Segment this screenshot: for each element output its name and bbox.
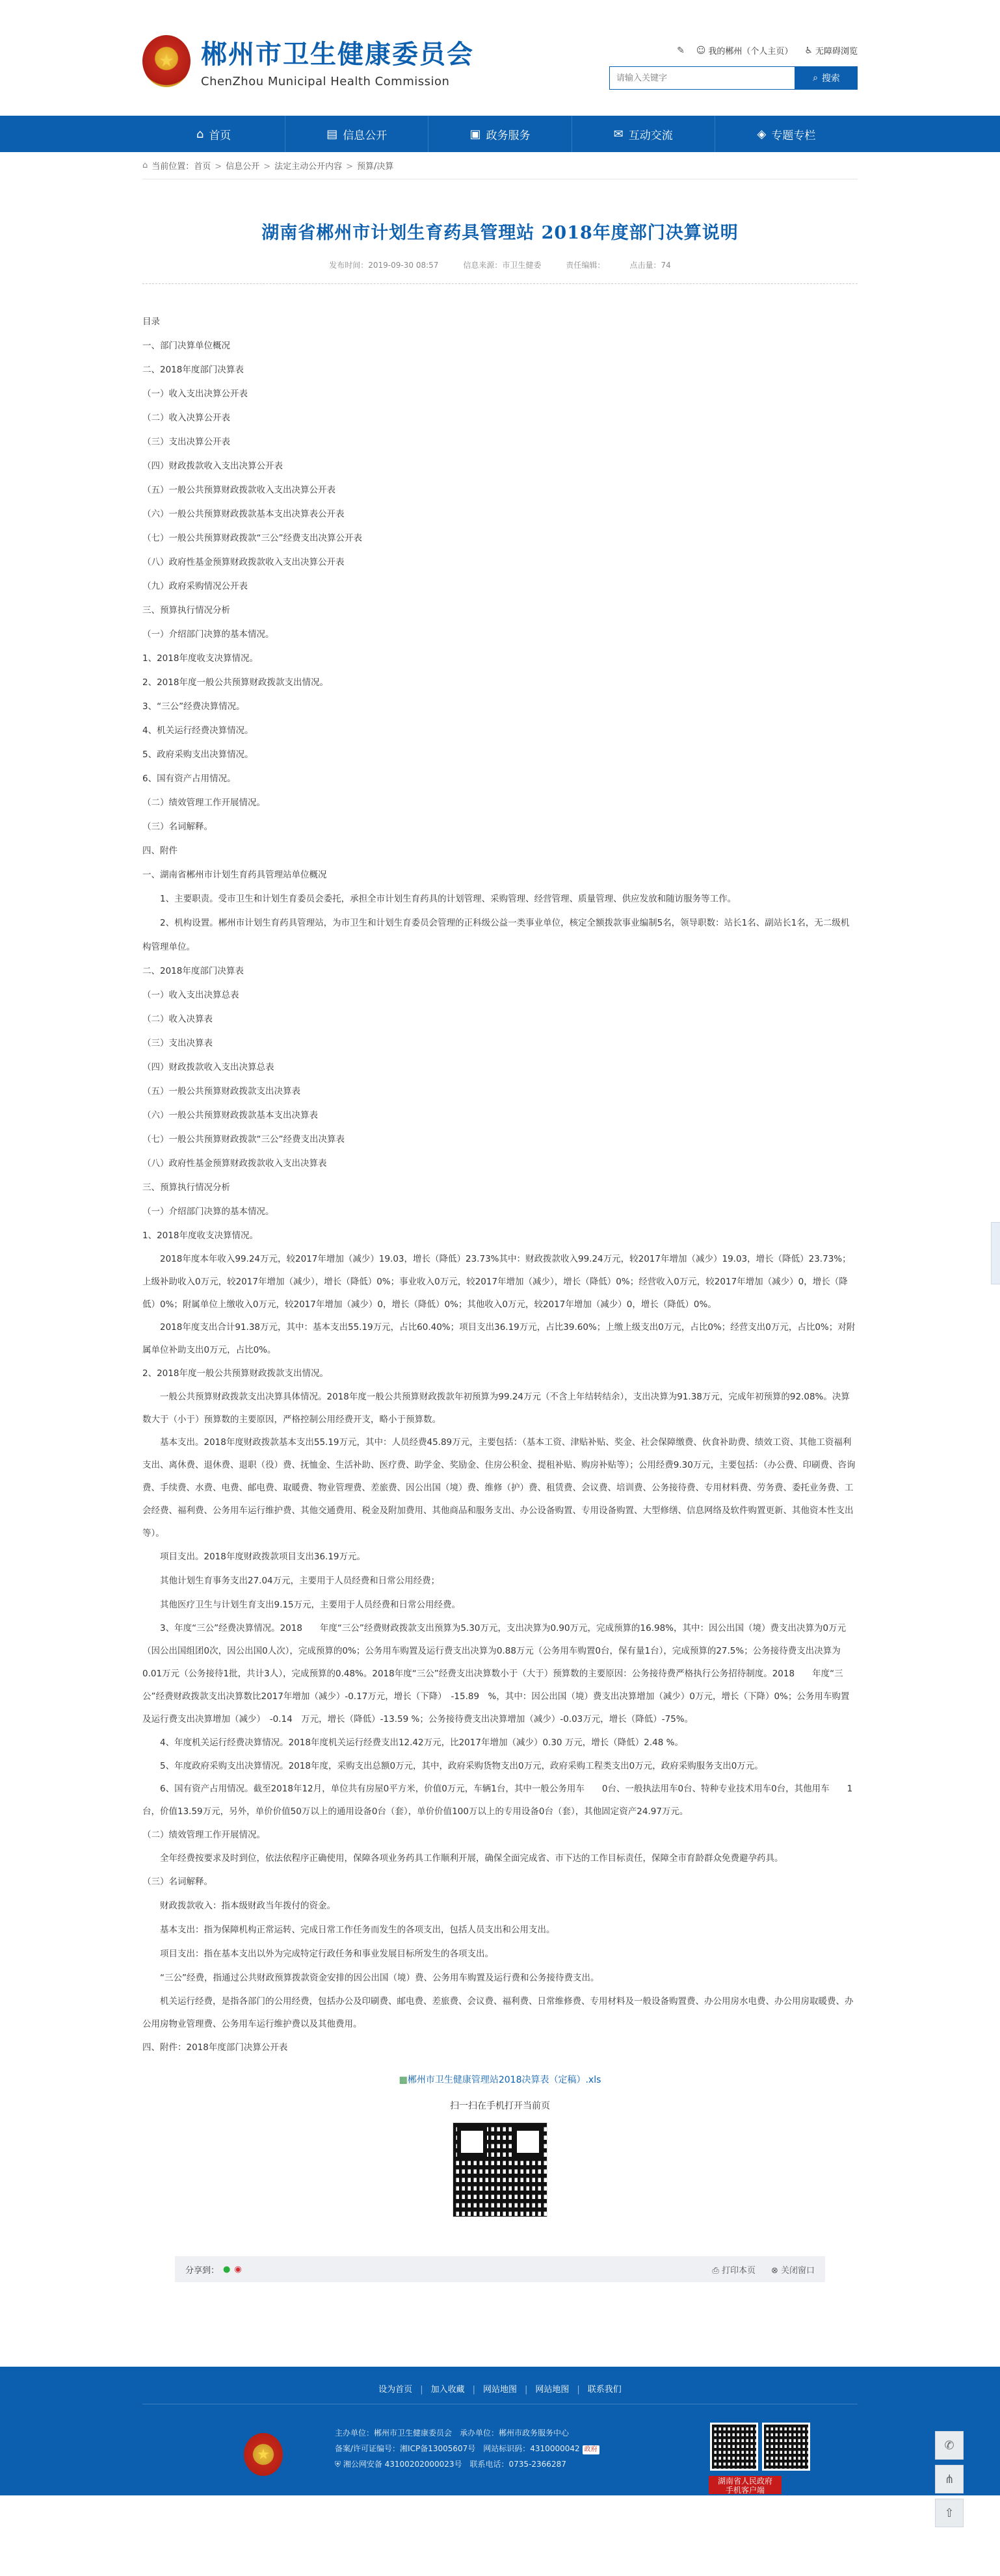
breadcrumb-separator: > <box>346 162 354 172</box>
publish-time: 发布时间：2019-09-30 08:57 <box>329 261 439 270</box>
site-name-cn: 郴州市卫生健康委员会 <box>201 40 474 70</box>
search-button[interactable]: ⌕ 搜索 <box>795 66 858 90</box>
content-paragraph: （一）介绍部门决算的基本情况。 <box>142 1206 274 1217</box>
content-paragraph: 3、“三公”经费决算情况。 <box>142 701 245 712</box>
content-paragraph: 4、年度机关运行经费决算情况。2018年度机关运行经费支出12.42万元，比2017年增加（减少）0.30 万元，增长（降低）2.48 %。 <box>160 1737 683 1748</box>
content-paragraph: 目录 <box>142 317 160 327</box>
content-paragraph: （八）政府性基金预算财政拨款收入支出决算公开表 <box>142 557 345 567</box>
content-paragraph: 2、2018年度一般公共预算财政拨款支出情况。 <box>142 1368 328 1379</box>
layers-icon: ◈ <box>757 127 767 141</box>
share-float-button[interactable] <box>935 2465 964 2493</box>
footer-link-divider: | <box>525 2385 528 2395</box>
content-paragraph: 其他医疗卫生与计划生育支出9.15万元，主要用于人员经费和日常公用经费。 <box>160 1600 461 1610</box>
content-paragraph: 其他计划生育事务支出27.04万元，主要用于人员经费和日常公用经费； <box>160 1576 440 1586</box>
article <box>142 179 858 2217</box>
content-paragraph: 基本支出：指为保障机构正常运转、完成日常工作任务而发生的各项支出，包括人员支出和公用支出。 <box>160 1925 555 1935</box>
content-paragraph: 2、2018年度一般公共预算财政拨款支出情况。 <box>142 677 328 688</box>
footer-link-divider: | <box>420 2385 423 2395</box>
article-title: 湖南省郴州市计划生育药具管理站 2018年度部门决算说明 <box>261 223 739 243</box>
content-paragraph: 机关运行经费，是指各部门的公用经费，包括办公及印刷费、邮电费、差旅费、会议费、福利费、日常维修费、专用材料及一般设备购置费、办公用房水电费、办公用房取暖费、办公用房物业管理费、公务用车运行维护费以及其他费用。 <box>142 1996 854 2029</box>
wechat-icon: ✆ <box>944 2438 954 2452</box>
footer-link[interactable]: 网站地图 <box>482 2385 517 2395</box>
nav-item-3[interactable] <box>572 116 715 152</box>
content-paragraph: （三）支出决算公开表 <box>142 437 230 447</box>
footer-link[interactable]: 设为首页 <box>378 2385 413 2395</box>
page-qr-code <box>453 2122 547 2217</box>
info-source: 信息来源：市卫生健委 <box>463 261 542 270</box>
wechat-qr-code <box>710 2423 758 2471</box>
content-paragraph: 6、国有资产占用情况。 <box>142 774 236 784</box>
content-paragraph: （九）政府采购情况公开表 <box>142 581 248 592</box>
nav-item-label: 互动交流 <box>628 129 673 142</box>
share-label: 分享到： <box>185 2265 220 2276</box>
content-paragraph: 6、国有资产占用情况。截至2018年12月，单位共有房屋0平方米，价值0万元，车辆1台，其中一般公务用车 0台、一般执法用车0台、特种专业技术用车0台，其他用车 1台，价值13.59万元，另外，单价价值50万以上的通用设备0台（套），单价价值100万以上的专用设备0台（套），其他固定资产24.97万元。 <box>142 1784 853 1817</box>
search-icon: ⌕ <box>813 73 818 83</box>
breadcrumb-separator: > <box>263 162 271 172</box>
content-paragraph: （六）一般公共预算财政拨款基本支出决算表公开表 <box>142 509 345 519</box>
attachment-link[interactable]: ▦郴州市卫生健康管理站2018决算表（定稿）.xls <box>399 2075 601 2085</box>
nav-item-1[interactable] <box>285 116 428 152</box>
content-paragraph: （二）收入决算公开表 <box>142 413 230 423</box>
site-footer <box>0 2367 1000 2495</box>
content-paragraph: 5、政府采购支出决算情况。 <box>142 749 254 760</box>
side-toolbar <box>935 2431 964 2527</box>
content-paragraph: （七）一般公共预算财政拨款“三公”经费支出决算公开表 <box>142 533 362 543</box>
breadcrumb-item[interactable]: 法定主动公开内容 <box>274 162 343 172</box>
content-paragraph: （二）收入决算表 <box>142 1014 213 1024</box>
editor: 责任编辑： <box>566 261 605 270</box>
nav-item-label: 政务服务 <box>486 129 531 142</box>
content-paragraph: 1、主要职责。受市卫生和计划生育委员会委托，承担全市计划生育药具的计划管理、采购管理、经营管理、质量管理、供应发放和随访服务等工作。 <box>160 894 737 904</box>
share-bar <box>175 2256 825 2282</box>
footer-link-divider: | <box>577 2385 580 2395</box>
hunan-gov-app-badge[interactable]: 湖南省人民政府 手机客户端 <box>709 2476 782 2494</box>
edge-tab[interactable] <box>991 1222 1000 1284</box>
site-logo[interactable] <box>142 34 474 88</box>
content-paragraph: “三公”经费，指通过公共财政预算拨款资金安排的因公出国（境）费、公务用车购置及运行费和公务接待费支出。 <box>160 1973 599 1983</box>
content-paragraph: 四、附件：2018年度部门决算公开表 <box>142 2042 288 2053</box>
content-paragraph: 二、2018年度部门决算表 <box>142 966 244 976</box>
footer-info: 主办单位：郴州市卫生健康委员会 承办单位：郴州市政务服务中心 备案/许可证编号：湘ICP备13005607号 网站标识码：4310000042 政府 ⛨ 湘公网安备 43100202000023号 联系电话：0735-2366287 <box>335 2425 599 2472</box>
police-icon: ⛨ <box>335 2460 343 2469</box>
content-paragraph: 2018年度本年收入99.24万元，较2017年增加（减少）19.03，增长（降低）23.73%其中：财政拨款收入99.24万元，较2017年增加（减少）19.03，增长（降低）23.73%；上级补助收入0万元，较2017年增加（减少），增长（降低）0%；事业收入0万元，较2017年增加（减少），增长（降低）0%；经营收入0万元，较2017年增加（减少）0，增长（降低）0%；附属单位上缴收入0万元，较2017年增加（减少）0，增长（降低）0%；其他收入0万元，较2017年增加（减少）0，增长（降低）0%。 <box>142 1254 851 1310</box>
breadcrumb-item[interactable]: 首页 <box>194 162 211 172</box>
content-paragraph: 三、预算执行情况分析 <box>142 605 230 616</box>
user-icon: ☺ <box>696 45 706 56</box>
content-paragraph: 2018年度支出合计91.38万元，其中：基本支出55.19万元，占比60.40%；项目支出36.19万元，占比39.60%；上缴上级支出0万元，占比0%；经营支出0万元，占比0%；对附属单位补助支出0万元，占比0%。 <box>142 1322 856 1355</box>
content-paragraph: （三）名词解释。 <box>142 822 213 832</box>
article-meta <box>142 259 858 284</box>
content-paragraph: 一、湖南省郴州市计划生育药具管理站单位概况 <box>142 870 327 880</box>
content-paragraph: （五）一般公共预算财政拨款收入支出决算公开表 <box>142 485 336 495</box>
search-box <box>609 66 858 90</box>
content-paragraph: 4、机关运行经费决算情况。 <box>142 725 254 736</box>
footer-link[interactable]: 联系我们 <box>587 2385 622 2395</box>
content-paragraph: （一）收入支出决算公开表 <box>142 389 248 399</box>
content-paragraph: （五）一般公共预算财政拨款支出决算表 <box>142 1086 300 1097</box>
home-icon: ⌂ <box>196 127 204 141</box>
qr-title: 扫一扫在手机打开当前页 <box>450 2101 550 2111</box>
content-paragraph: 2、机构设置。郴州市计划生育药具管理站，为市卫生和计划生育委员会管理的正科级公益一类事业单位，核定全额拨款事业编制5名，领导职数：站长1名、副站长1名，无二级机构管理单位。 <box>142 918 850 952</box>
search-input[interactable] <box>609 66 795 90</box>
accessibility-link[interactable]: ♿ 无障碍浏览 <box>804 45 858 57</box>
content-paragraph: 一般公共预算财政拨款支出决算具体情况。2018年度一般公共预算财政拨款年初预算为99.24万元（不含上年结转结余），支出决算为91.38万元，完成年初预算的92.08%。决算数大于（小于）预算数的主要原因，严格控制公用经费开支，略小于预算数。 <box>142 1392 850 1425</box>
print-button[interactable]: ⎙ 打印本页 <box>712 2265 756 2276</box>
document-icon: ▤ <box>326 127 338 141</box>
content-paragraph: （二）绩效管理工作开展情况。 <box>142 1830 265 1840</box>
content-paragraph: （三）支出决算表 <box>142 1038 213 1048</box>
excel-file-icon: ▦ <box>399 2075 408 2085</box>
back-to-top-button[interactable] <box>935 2499 964 2527</box>
breadcrumb-item[interactable]: 信息公开 <box>226 162 260 172</box>
content-paragraph: 一、部门决算单位概况 <box>142 341 230 351</box>
party-emblem-icon[interactable]: ★ <box>244 2433 283 2476</box>
content-paragraph: （三）名词解释。 <box>142 1877 213 1887</box>
content-paragraph: 1、2018年度收支决算情况。 <box>142 1230 258 1241</box>
content-paragraph: 项目支出：指在基本支出以外为完成特定行政任务和事业发展目标所发生的各项支出。 <box>160 1949 493 1959</box>
content-paragraph: 四、附件 <box>142 846 178 856</box>
close-window-button[interactable]: ⊗ 关闭窗口 <box>770 2265 815 2276</box>
arrow-up-icon: ⇧ <box>944 2506 954 2520</box>
wechat-float-button[interactable] <box>935 2431 964 2460</box>
breadcrumb-item[interactable]: 预算/决算 <box>357 162 394 172</box>
content-paragraph: 基本支出。2018年度财政拨款基本支出55.19万元，其中：人员经费45.89万元，主要包括：（基本工资、津贴补贴、奖金、社会保障缴费、伙食补助费、绩效工资、其他工资福利支出、离休费、退休费、退职（役）费、抚恤金、生活补助、医疗费、助学金、奖励金、住房公积金、提租补贴、购房补贴等）；公用经费9.30万元，主要包括：（办公费、印刷费、咨询费、手续费、水费、电费、邮电费、取暖费、物业管理费、差旅费、因公出国（境）费、维修（护）费、租赁费、会议费、培训费、公务接待费、专用材料费、劳务费、委托业务费、工会经费、福利费、公务用车运行维护费、其他交通费用、税金及附加费用、其他商品和服务支出、办公设备购置、专用设备购置、大型修缮、信息网络及软件购置更新、其他资本性支出等）。 <box>142 1437 856 1539</box>
content-paragraph: 三、预算执行情况分析 <box>142 1182 230 1193</box>
content-paragraph: （二）绩效管理工作开展情况。 <box>142 798 265 808</box>
content-paragraph: （一）收入支出决算总表 <box>142 990 239 1000</box>
weibo-share-icon[interactable]: ◉ <box>234 2264 242 2274</box>
footer-link[interactable]: 加入收藏 <box>430 2385 465 2395</box>
content-paragraph: 5、年度政府采购支出决算情况。2018年度，采购支出总额0万元，其中，政府采购货物支出0万元，政府采购工程类支出0万元，政府采购服务支出0万元。 <box>160 1761 763 1771</box>
national-emblem-icon <box>142 35 191 87</box>
gov-error-badge[interactable]: 政府 <box>583 2445 599 2454</box>
content-paragraph: （七）一般公共预算财政拨款“三公”经费支出决算表 <box>142 1134 345 1145</box>
accessibility-icon: ♿ <box>804 45 813 56</box>
share-icon: ⋔ <box>944 2472 954 2486</box>
content-paragraph: 3、年度“三公”经费决算情况。2018 年度“三公”经费财政拨款支出预算为5.30万元，支出决算为0.90万元，完成预算的16.98%，其中：因公出国（境）费支出决算为0万元（因公出国组团0次，因公出国0人次），完成预算的0%；公务用车购置及运行费支出决算为0.88万元（公务用车购置0台，保有量1台），完成预算的27.5%；公务接待费支出决算为0.01万元（公务接待1批，共计3人），完成预算的0.48%。2018年度“三公”经费支出决算数小于（大于）预算数的主要原因：公务接待费严格执行公务招待制度。2018 年度“三公”经费财政拨款支出决算数比2017年增加（减少）-0.17万元，增长（下降） -15.89 %，其中：因公出国（境）费支出决算增加（减少）0万元，增长（下降）0%；公务用车购置及运行费支出决算增加（减少） -0.14 万元，增长（降低）-13.59 %；公务接待费支出决算增加（减少）-0.03万元，增长（降低）-75%。 <box>142 1623 850 1724</box>
main-nav <box>0 116 1000 152</box>
nav-item-label: 首页 <box>209 129 231 142</box>
content-paragraph: 项目支出。2018年度财政拨款项目支出36.19万元。 <box>160 1552 366 1562</box>
footer-links <box>0 2367 1000 2395</box>
article-content <box>142 284 858 2066</box>
site-name-en: ChenZhou Municipal Health Commission <box>201 75 450 88</box>
nav-item-4[interactable] <box>715 116 858 152</box>
chat-icon: ✉ <box>613 127 624 141</box>
wechat-share-icon[interactable]: ● <box>223 2264 231 2274</box>
nav-item-label: 专题专栏 <box>771 129 816 142</box>
home-icon: ⌂ <box>142 161 148 170</box>
content-paragraph: （六）一般公共预算财政拨款基本支出决算表 <box>142 1110 318 1121</box>
content-paragraph: 二、2018年度部门决算表 <box>142 365 244 375</box>
footer-link-divider: | <box>472 2385 475 2395</box>
hit-count: 点击量：74 <box>629 261 671 270</box>
content-paragraph: 1、2018年度收支决算情况。 <box>142 653 258 664</box>
top-links <box>677 44 858 57</box>
content-paragraph: （四）财政拨款收入支出决算总表 <box>142 1062 274 1073</box>
breadcrumb <box>142 152 858 179</box>
nav-item-0[interactable] <box>142 116 285 152</box>
content-paragraph: （四）财政拨款收入支出决算公开表 <box>142 461 283 471</box>
content-paragraph: （八）政府性基金预算财政拨款收入支出决算表 <box>142 1158 327 1169</box>
breadcrumb-separator: > <box>215 162 222 172</box>
breadcrumb-prefix: 当前位置： <box>151 162 194 172</box>
content-paragraph: 财政拨款收入：指本级财政当年拨付的资金。 <box>160 1901 336 1911</box>
app-qr-code <box>762 2423 810 2471</box>
content-paragraph: （一）介绍部门决算的基本情况。 <box>142 629 274 640</box>
weibo-link[interactable] <box>677 44 685 57</box>
weibo-icon: ✎ <box>677 45 685 56</box>
footer-link[interactable]: 网站地图 <box>535 2385 570 2395</box>
my-chenzhou-link[interactable]: ☺ 我的郴州（个人主页） <box>696 45 793 57</box>
site-header <box>0 0 1000 116</box>
briefcase-icon: ▣ <box>469 127 481 141</box>
nav-item-label: 信息公开 <box>343 129 388 142</box>
content-paragraph: 全年经费按要求及时到位，依法依程序正确使用，保障各项业务药具工作顺利开展，确保全面完成省、市下达的工作目标责任，保障全市育龄群众免费避孕药具。 <box>160 1853 783 1864</box>
nav-item-2[interactable] <box>428 116 572 152</box>
